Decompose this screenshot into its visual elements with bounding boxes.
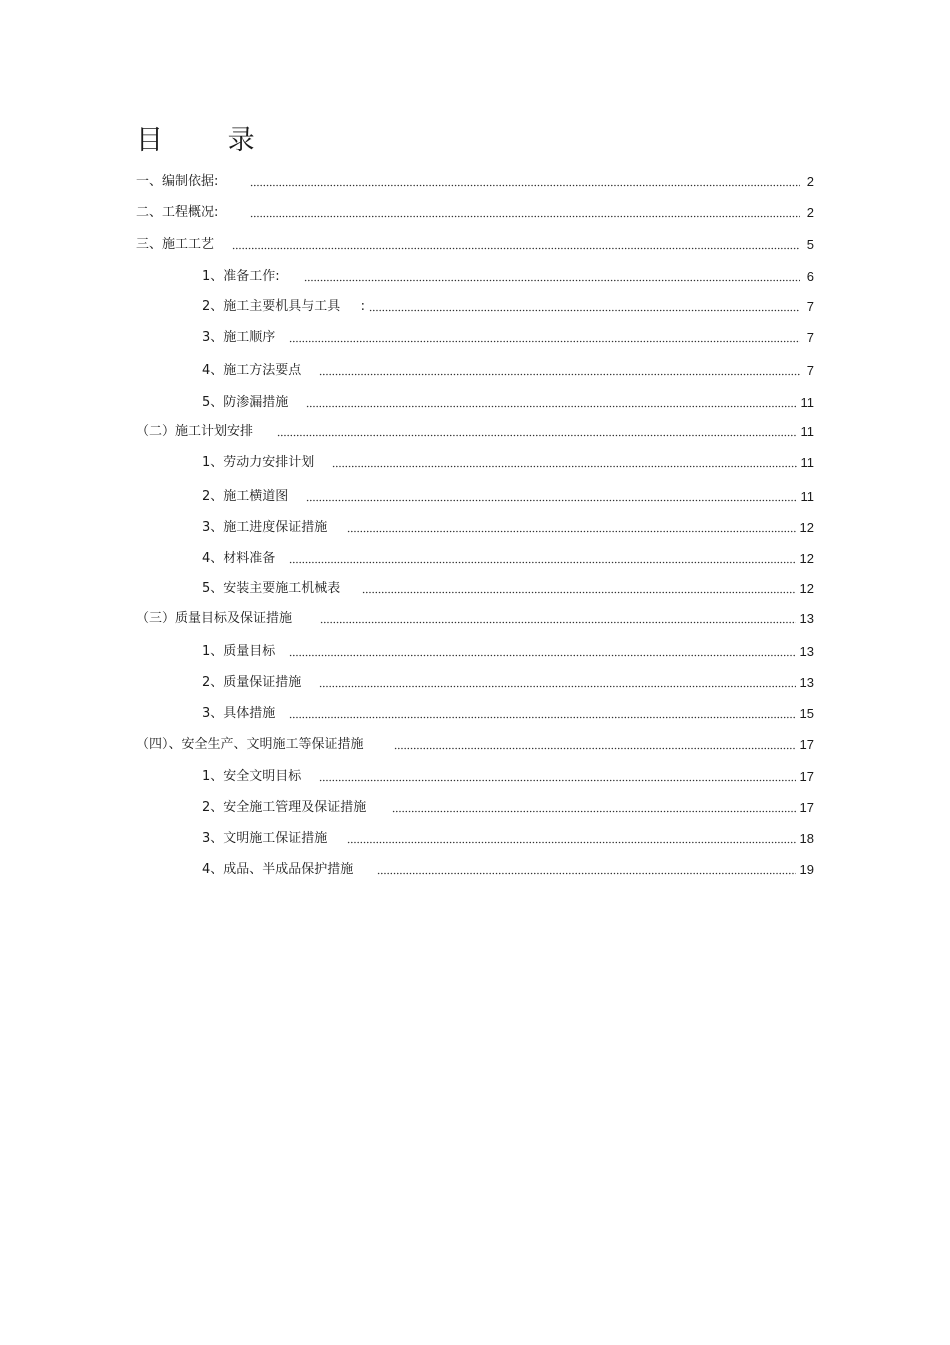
toc-page-number: 7	[806, 363, 814, 378]
toc-page-number: 17	[799, 800, 814, 815]
toc-dot-leader	[277, 427, 796, 437]
toc-dot-leader	[289, 333, 800, 343]
toc-entry-colon: :	[348, 299, 366, 314]
toc-entry-label: 1、准备工作:	[202, 269, 280, 284]
toc-entry-label: 2、施工主要机具与工具	[202, 299, 341, 314]
toc-page-number: 12	[799, 551, 814, 566]
toc-page-number: 5	[806, 237, 814, 252]
toc-dot-leader	[232, 240, 800, 250]
toc-page-number: 11	[800, 489, 814, 504]
toc-entry[interactable]	[136, 610, 814, 628]
toc-dot-leader	[362, 584, 795, 594]
toc-entry[interactable]	[202, 268, 814, 286]
toc-dot-leader	[347, 523, 795, 533]
toc-page-number: 11	[800, 395, 814, 410]
toc-dot-leader	[320, 614, 796, 624]
toc-entry[interactable]	[202, 519, 814, 537]
toc-dot-leader	[289, 554, 795, 564]
toc-entry-label: 2、安全施工管理及保证措施	[202, 800, 367, 815]
toc-entry[interactable]	[202, 830, 814, 848]
toc-entry[interactable]	[202, 394, 814, 412]
toc-page-number: 17	[799, 769, 814, 784]
toc-page-number: 11	[800, 424, 814, 439]
toc-entry-label: （二）施工计划安排	[136, 424, 254, 439]
toc-entry[interactable]	[202, 674, 814, 692]
toc-page-number: 11	[800, 455, 814, 470]
toc-dot-leader	[306, 492, 796, 502]
toc-page-number: 13	[799, 644, 814, 659]
toc-dot-leader	[289, 647, 795, 657]
toc-dot-leader	[289, 709, 795, 719]
toc-dot-leader	[394, 740, 796, 750]
toc-entry-label: 3、文明施工保证措施	[202, 831, 328, 846]
toc-entry-label: 3、施工进度保证措施	[202, 520, 328, 535]
toc-entry-label: 二、工程概况:	[136, 205, 219, 220]
toc-page-number: 12	[799, 581, 814, 596]
toc-entry[interactable]	[202, 550, 814, 568]
toc-dot-leader	[392, 803, 795, 813]
toc-dot-leader	[377, 865, 795, 875]
toc-page-number: 13	[799, 611, 814, 626]
toc-page-number: 7	[806, 299, 814, 314]
toc-entry[interactable]	[202, 454, 814, 472]
toc-entry[interactable]	[202, 705, 814, 723]
toc-entry[interactable]	[136, 204, 814, 222]
toc-entry[interactable]	[202, 580, 814, 598]
toc-entry-label: 1、安全文明目标	[202, 769, 302, 784]
toc-entry-label: （三）质量目标及保证措施	[136, 611, 293, 626]
toc-page-number: 6	[806, 269, 814, 284]
toc-entry[interactable]	[136, 173, 814, 191]
toc-entry[interactable]	[202, 488, 814, 506]
toc-entry[interactable]	[136, 236, 814, 254]
toc-dot-leader	[347, 834, 795, 844]
toc-page-number: 2	[806, 205, 814, 220]
toc-entry-label: 2、质量保证措施	[202, 675, 302, 690]
toc-entry-label: 一、编制依据:	[136, 174, 219, 189]
toc-entry-label: （四）、安全生产、文明施工等保证措施	[136, 737, 364, 752]
toc-entry-label: 4、材料准备	[202, 551, 276, 566]
toc-entry[interactable]	[202, 799, 814, 817]
toc-entry[interactable]	[202, 329, 814, 347]
toc-entry[interactable]	[202, 861, 814, 879]
toc-entry-label: 4、施工方法要点	[202, 363, 302, 378]
toc-entry-label: 1、劳动力安排计划	[202, 455, 315, 470]
toc-dot-leader	[306, 398, 796, 408]
toc-page-number: 18	[799, 831, 814, 846]
toc-dot-leader	[250, 177, 800, 187]
toc-entry-label: 三、施工工艺	[136, 237, 215, 252]
toc-dot-leader	[319, 772, 795, 782]
toc-entry[interactable]	[136, 423, 814, 441]
toc-entry-label: 5、安装主要施工机械表	[202, 581, 341, 596]
toc-entry-label: 4、成品、半成品保护措施	[202, 862, 354, 877]
toc-page-number: 19	[799, 862, 814, 877]
toc-dot-leader	[332, 458, 796, 468]
toc-entry[interactable]	[202, 362, 814, 380]
page-title: 目 录	[136, 125, 283, 156]
toc-entry-label: 2、施工横道图	[202, 489, 289, 504]
toc-entry-label: 3、施工顺序	[202, 330, 276, 345]
toc-dot-leader	[304, 272, 800, 282]
toc-dot-leader	[250, 208, 800, 218]
toc-page-number: 7	[806, 330, 814, 345]
toc-page-number: 17	[799, 737, 814, 752]
toc-page-number: 15	[799, 706, 814, 721]
toc-entry[interactable]	[202, 768, 814, 786]
toc-dot-leader	[369, 302, 800, 312]
toc-entry-label: 1、质量目标	[202, 644, 276, 659]
toc-entry-label: 3、具体措施	[202, 706, 276, 721]
toc-entry[interactable]	[136, 736, 814, 754]
toc-dot-leader	[319, 366, 800, 376]
toc-page-number: 2	[806, 174, 814, 189]
toc-page-number: 12	[799, 520, 814, 535]
toc-entry[interactable]	[202, 298, 814, 316]
toc-entry-label: 5、防渗漏措施	[202, 395, 289, 410]
toc-entry[interactable]	[202, 643, 814, 661]
toc-dot-leader	[319, 678, 795, 688]
toc-page-number: 13	[799, 675, 814, 690]
